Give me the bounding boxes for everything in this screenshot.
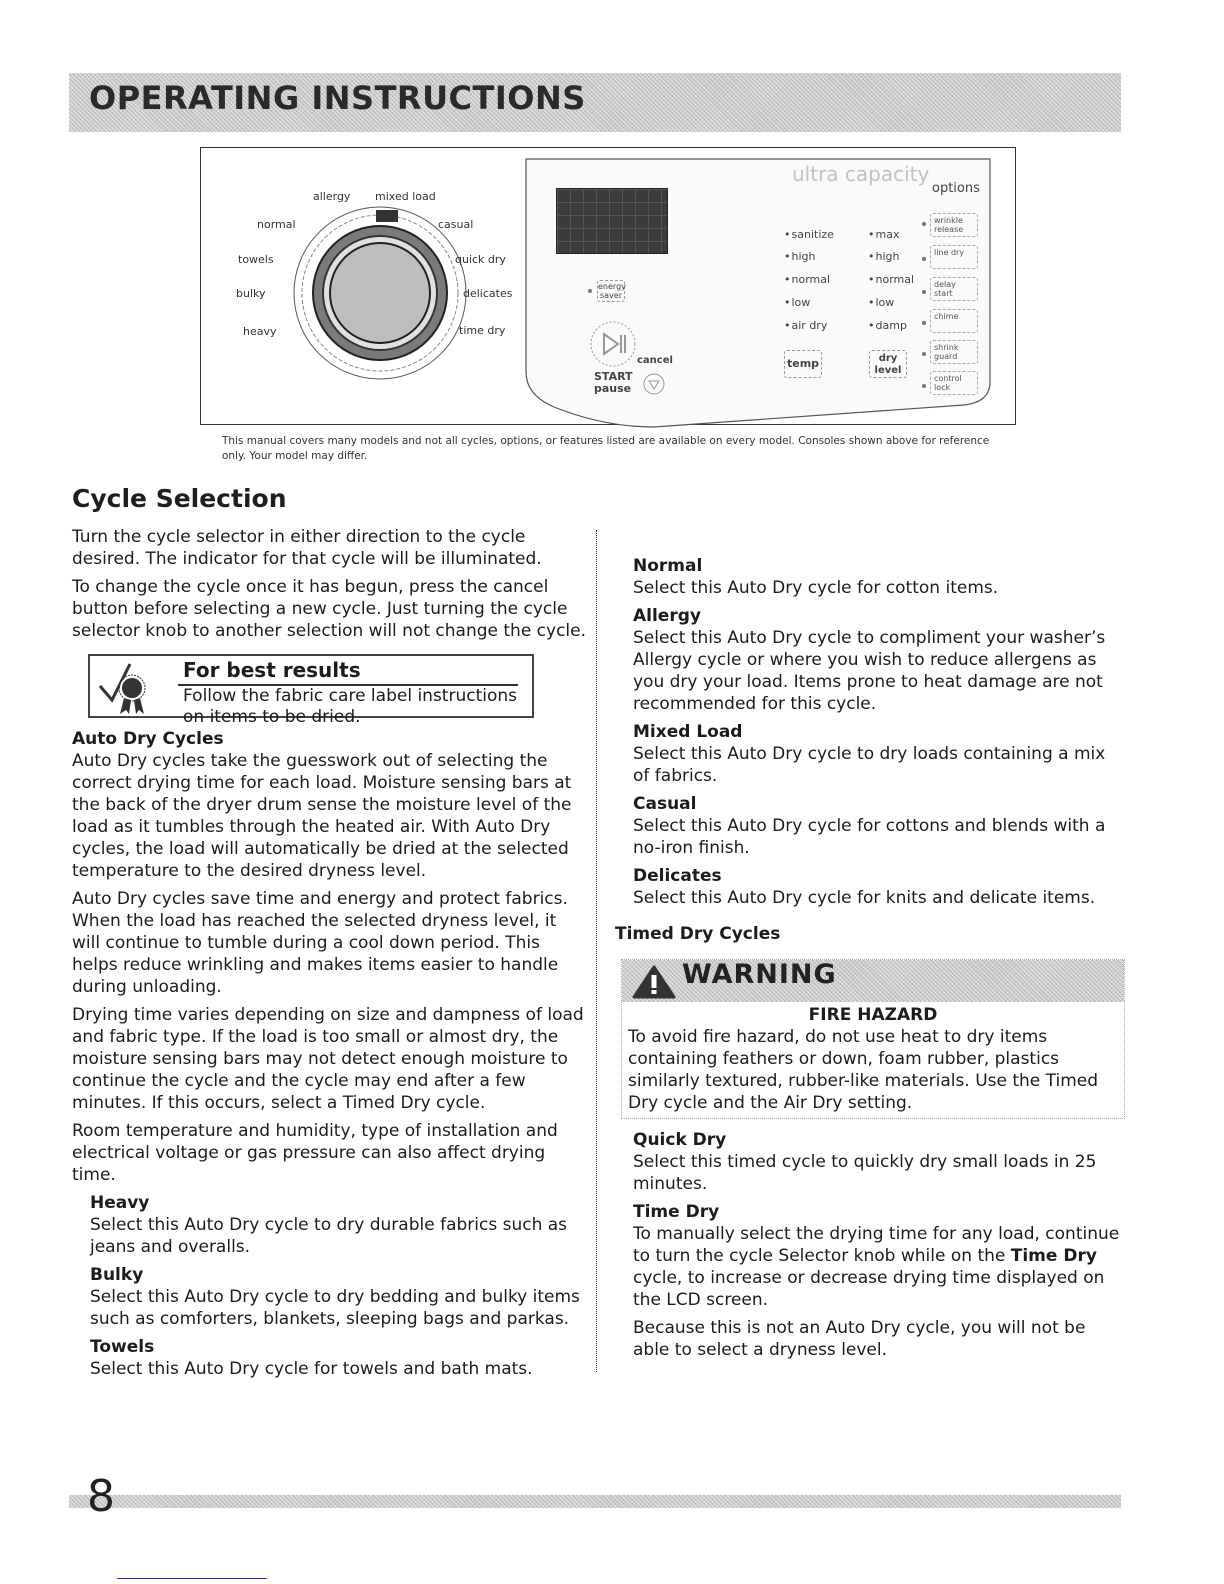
cycle-description: Select this Auto Dry cycle for cotton items.: [633, 578, 999, 598]
temp-setting-air-dry: • air dry: [784, 319, 827, 332]
cycle-item: [615, 721, 1125, 787]
intro-paragraph: To change the cycle once it has begun, press the cancel button before selecting a new cycle. Just turning the cycle selector knob to another selection will not change the cycle.: [72, 577, 587, 641]
auto-dry-paragraph: Auto Dry cycles take the guesswork out of selecting the correct drying time for each load. Moisture sensing bars at the back of the dryer drum sense the moisture level of the load as it tumbles through the heated air. With Auto Dry cycles, the load will automatically be dried at the selected temperature to the desired dryness level.: [72, 751, 572, 881]
best-results-title: For best results: [183, 658, 361, 682]
dial-label-heavy: heavy: [243, 325, 277, 338]
dial-label-allergy: allergy: [313, 190, 351, 203]
cycle-item: [615, 793, 1125, 859]
cycle-description: Select this Auto Dry cycle for cottons and blends with a no-iron finish.: [633, 816, 1106, 858]
column-divider: [596, 530, 598, 1372]
wrinkle-release-indicator-icon: [922, 222, 926, 226]
cycle-description: [633, 1223, 1125, 1311]
brand-text: ultra capacity: [792, 162, 930, 186]
lcd-display: [556, 188, 668, 254]
options-label: options: [932, 181, 980, 196]
desc-text: To manually select the drying time for any load, continue to turn the cycle Selector knob while on the: [633, 1224, 1120, 1266]
desc-bold-text: Time Dry: [1010, 1246, 1097, 1266]
start-pause-icon: [589, 320, 639, 370]
page-title: OPERATING INSTRUCTIONS: [89, 79, 586, 117]
dry-level-button: dry level: [869, 350, 907, 378]
temp-setting-normal: • normal: [784, 273, 830, 286]
footer-bar: [69, 1495, 1121, 1508]
page-number: 8: [87, 1471, 115, 1522]
warning-box: [621, 959, 1125, 1119]
dry-level-damp: • damp: [868, 319, 907, 332]
disclaimer: This manual covers many models and not all cycles, options, or features listed are available on every model. Consoles shown above for reference only. Your model may differ.: [222, 435, 990, 462]
best-results-text: Follow the fabric care label instructions on items to be dried.: [183, 686, 517, 727]
dry-level-low: • low: [868, 296, 894, 309]
auto-dry-paragraph: Room temperature and humidity, type of installation and electrical voltage or gas pressure can also affect drying time.: [72, 1121, 558, 1185]
line-dry-indicator-icon: [922, 257, 926, 261]
warning-triangle-icon: [632, 965, 676, 999]
shrink-guard-indicator-icon: [922, 352, 926, 356]
temp-setting-sanitize: • sanitize: [784, 228, 834, 241]
energy-saver-indicator-icon: [588, 289, 592, 293]
warning-header: [622, 960, 1124, 1002]
cycle-item: [615, 865, 1125, 909]
cycle-item: [615, 1201, 1125, 1361]
energy-saver-button: energy saver: [598, 282, 626, 300]
cycle-name: Quick Dry: [633, 1130, 727, 1150]
cycle-name: Normal: [633, 556, 703, 576]
option-chime: chime: [930, 309, 978, 333]
auto-dry-paragraph: Drying time varies depending on size and dampness of load and fabric type. If the load is too small or almost dry, the moisture sensing bars may not detect enough moisture to continue the cycle and the cycle may end after a few minutes. If this occurs, select a Timed Dry cycle.: [72, 1005, 584, 1113]
cycle-name: Towels: [90, 1337, 155, 1357]
desc-text: cycle, to increase or decrease drying time displayed on the LCD screen.: [633, 1268, 1105, 1310]
cancel-icon: [642, 372, 666, 396]
cycle-description: Select this Auto Dry cycle to compliment your washer’s Allergy cycle or where you wish to reduce allergens as you dry your load. Items prone to heat damage are not recommended for this cycle.: [633, 628, 1106, 714]
dry-level-max: • max: [868, 228, 899, 241]
cycle-item: [615, 605, 1125, 715]
intro-paragraph: Turn the cycle selector in either direction to the cycle desired. The indicator for that cycle will be illuminated.: [72, 527, 542, 569]
cycle-name: Delicates: [633, 866, 722, 886]
option-delay-start: delay start: [930, 277, 978, 301]
cycle-description: Select this timed cycle to quickly dry small loads in 25 minutes.: [633, 1152, 1097, 1194]
cancel-label: cancel: [637, 355, 673, 366]
dry-level-high: • high: [868, 250, 899, 263]
temp-setting-low: • low: [784, 296, 810, 309]
dial-label-casual: casual: [438, 218, 474, 231]
dial-label-mixed-load: mixed load: [375, 190, 436, 203]
cycle-item: [615, 555, 1125, 599]
option-shrink-guard: shrink guard: [930, 340, 978, 364]
cycle-name: Casual: [633, 794, 697, 814]
fire-hazard-text: To avoid fire hazard, do not use heat to dry items containing feathers or down, foam rubber, plastics similarly textured, rubber-like materials. Use the Timed Dry cycle and the Air Dry setting.: [628, 1027, 1099, 1113]
temp-setting-high: • high: [784, 250, 815, 263]
header-bar: [69, 73, 1121, 132]
dial-label-bulky: bulky: [236, 287, 266, 300]
dial-label-normal: normal: [257, 218, 296, 231]
section-title: Cycle Selection: [72, 484, 287, 513]
best-results-box: [88, 654, 534, 727]
option-line-dry: line dry: [930, 245, 978, 269]
auto-dry-title: Auto Dry Cycles: [72, 729, 224, 749]
cycle-item: [615, 1129, 1125, 1195]
cycle-description: Select this Auto Dry cycle for towels and bath mats.: [90, 1359, 533, 1379]
cycle-item: [72, 1192, 587, 1258]
option-control-lock: control lock: [930, 371, 978, 395]
warning-body: [622, 1002, 1124, 1118]
chime-indicator-icon: [922, 321, 926, 325]
control-lock-indicator-icon: [922, 384, 926, 388]
pause-label: pause: [594, 382, 632, 395]
temp-button: temp: [784, 350, 822, 378]
cycle-name: Mixed Load: [633, 722, 743, 742]
cycle-name: Bulky: [90, 1265, 144, 1285]
dial-label-time-dry: time dry: [459, 324, 506, 337]
cycle-description: Select this Auto Dry cycle to dry loads containing a mix of fabrics.: [633, 744, 1106, 786]
cycle-item: [72, 1336, 587, 1380]
fire-hazard-title: FIRE HAZARD: [808, 1005, 938, 1025]
time-dry-note: Because this is not an Auto Dry cycle, you will not be able to select a dryness level.: [633, 1318, 1086, 1360]
start-label: START: [594, 370, 633, 383]
cycle-name: Time Dry: [633, 1202, 720, 1222]
cycle-name: Heavy: [90, 1193, 150, 1213]
warning-label: WARNING: [682, 959, 837, 990]
option-wrinkle-release: wrinkle release: [930, 213, 978, 237]
footer-link-underline: [117, 1578, 267, 1579]
right-column: [615, 555, 1125, 1367]
cycle-description: Select this Auto Dry cycle to dry bedding and bulky items such as comforters, blankets, sleeping bags and parkas.: [90, 1287, 580, 1329]
cycle-name: Allergy: [633, 606, 701, 626]
delay-start-indicator-icon: [922, 290, 926, 294]
cycle-selector-knob: [280, 205, 480, 390]
cycle-item: [72, 1264, 587, 1330]
auto-dry-paragraph: Auto Dry cycles save time and energy and protect fabrics. When the load has reached the selected dryness level, it will continue to tumble during a cool down period. This helps reduce wrinkling and makes items easier to handle during unloading.: [72, 889, 568, 997]
dial-label-towels: towels: [238, 253, 274, 266]
dry-level-normal: • normal: [868, 273, 914, 286]
cycle-description: Select this Auto Dry cycle for knits and delicate items.: [633, 888, 1096, 908]
dial-label-quick-dry: quick dry: [455, 253, 506, 266]
timed-dry-title: Timed Dry Cycles: [615, 924, 781, 944]
award-ribbon-icon: [96, 660, 166, 716]
cycle-description: Select this Auto Dry cycle to dry durable fabrics such as jeans and overalls.: [90, 1215, 568, 1257]
dial-label-delicates: delicates: [463, 287, 513, 300]
left-column: [72, 526, 587, 1386]
knob-indicator-icon: [376, 210, 398, 222]
